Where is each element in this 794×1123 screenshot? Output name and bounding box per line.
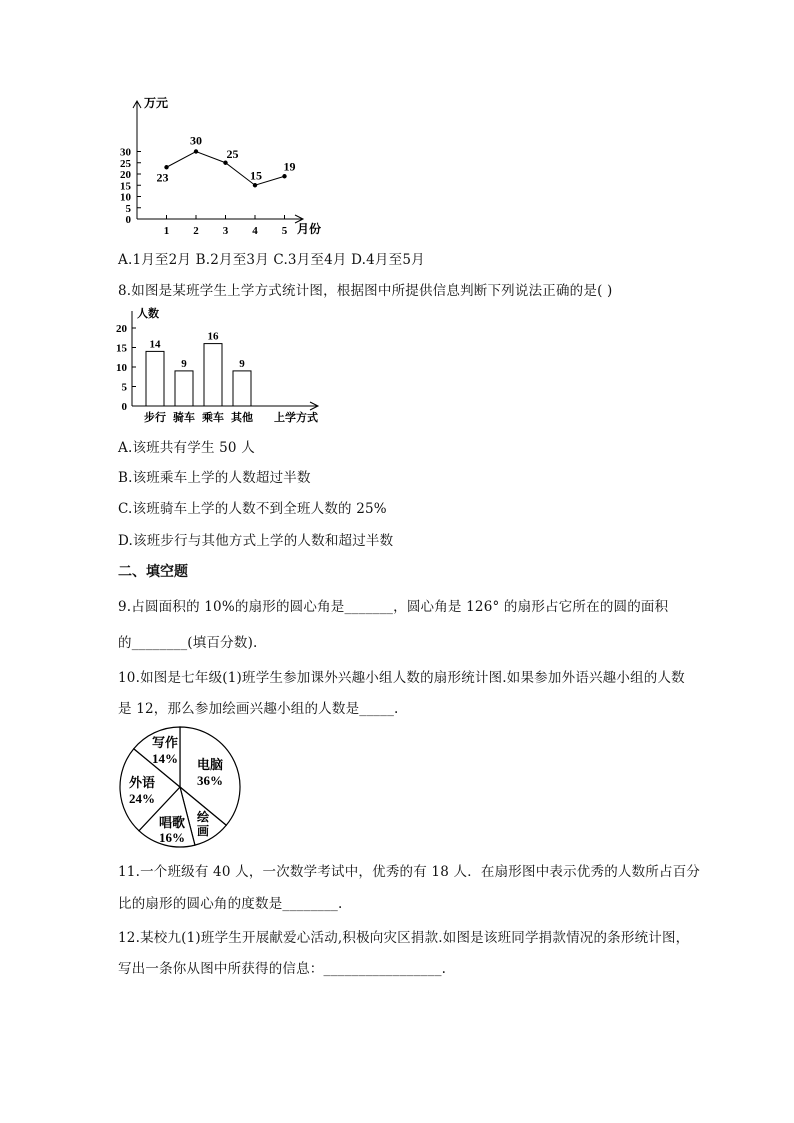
q8-stem: 8.如图是某班学生上学方式统计图，根据图中所提供信息判断下列说法正确的是( ) [118, 283, 613, 299]
pie-percent: 24% [129, 791, 155, 806]
q10-line1: 10.如图是七年级(1)班学生参加课外兴趣小组人数的扇形统计图.如果参加外语兴趣小组的人数 [118, 670, 685, 686]
data-label: 25 [226, 146, 239, 161]
data-point [194, 149, 198, 153]
x-tick-label: 3 [222, 225, 229, 237]
q11-line1: 11.一个班级有 40 人，一次数学考试中，优秀的有 18 人．在扇形图中表示优秀的人数所占百分 [118, 864, 701, 880]
q8-option-a: A.该班共有学生 50 人 [118, 440, 255, 456]
bar-chart-ylabel: 人数 [137, 308, 159, 320]
pie-percent: 36% [197, 773, 223, 788]
category-label: 其他 [231, 412, 253, 424]
y-tick-label: 30 [120, 146, 131, 159]
y-tick-label: 5 [125, 202, 131, 215]
category-label: 乘车 [202, 412, 224, 424]
q7-options: A.1月至2月 B.2月至3月 C.3月至4月 D.4月至5月 [118, 252, 425, 268]
y-tick-label: 10 [116, 362, 127, 374]
bar-value-label: 14 [149, 338, 161, 351]
y-tick-label: 5 [121, 381, 127, 394]
x-tick-label: 4 [252, 225, 258, 237]
q8-option-d: D.该班步行与其他方式上学的人数和超过半数 [118, 533, 394, 549]
y-tick-label: 20 [116, 323, 127, 335]
q9-line1: 9.占圆面积的 10%的扇形的圆心角是_______，圆心角是 126° 的扇形占它所在的圆的面积 [118, 599, 669, 615]
q8-option-c: C.该班骑车上学的人数不到全班人数的 25% [118, 501, 387, 517]
data-label: 23 [156, 170, 169, 185]
line-chart-ylabel: 万元 [144, 96, 169, 110]
data-label: 15 [250, 168, 262, 183]
line-chart-xlabel: 月份 [297, 222, 322, 236]
data-point [164, 165, 168, 169]
bar-value-label: 9 [239, 357, 245, 370]
data-label: 19 [283, 159, 296, 174]
pie-label: 画 [196, 824, 210, 838]
bar-chart [112, 305, 327, 427]
y-tick-label: 25 [120, 157, 131, 170]
bar-value-label: 9 [181, 357, 187, 370]
line-series [167, 152, 285, 186]
y-tick-label: 15 [120, 180, 131, 193]
bar [146, 351, 164, 406]
q12-line1: 12.某校九(1)班学生开展献爱心活动,积极向灾区捐款.如图是该班同学捐款情况的条形统计图， [118, 930, 690, 946]
category-label: 骑车 [173, 412, 195, 424]
data-label: 30 [190, 133, 202, 148]
pie-label: 写作 [151, 735, 179, 750]
data-point [223, 161, 227, 165]
bar [175, 371, 193, 406]
q8-option-b: B.该班乘车上学的人数超过半数 [118, 470, 311, 486]
q10-line2: 是 12，那么参加绘画兴趣小组的人数是_____. [118, 701, 399, 717]
y-tick-label: 20 [120, 169, 131, 181]
y-tick-label: 0 [125, 214, 131, 226]
pie-percent: 14% [152, 751, 178, 766]
y-tick-label: 0 [121, 401, 127, 413]
line-chart [112, 92, 322, 242]
data-point [253, 183, 257, 187]
q9-line2: 的________(填百分数). [118, 635, 258, 651]
pie-label: 电脑 [196, 757, 224, 772]
pie-label: 外语 [128, 775, 156, 790]
bar-value-label: 16 [207, 330, 219, 343]
pie-label: 绘 [196, 810, 210, 824]
category-label: 步行 [144, 412, 166, 424]
y-tick-label: 10 [120, 191, 131, 204]
data-point [282, 174, 286, 178]
q12-line2: 写出一条你从图中所获得的信息：_________________. [118, 961, 447, 977]
pie-chart [118, 725, 248, 850]
y-tick-label: 15 [116, 342, 127, 355]
bar [233, 371, 251, 406]
x-tick-label: 1 [163, 225, 170, 237]
bar [204, 344, 222, 406]
q11-line2: 比的扇形的圆心角的度数是________. [118, 896, 343, 912]
x-tick-label: 2 [193, 225, 199, 237]
x-tick-label: 5 [281, 225, 288, 237]
pie-label: 唱歌 [158, 815, 186, 830]
pie-percent: 16% [159, 830, 185, 845]
section-title: 二、填空题 [118, 564, 188, 580]
bar-chart-xlabel: 上学方式 [274, 412, 318, 424]
